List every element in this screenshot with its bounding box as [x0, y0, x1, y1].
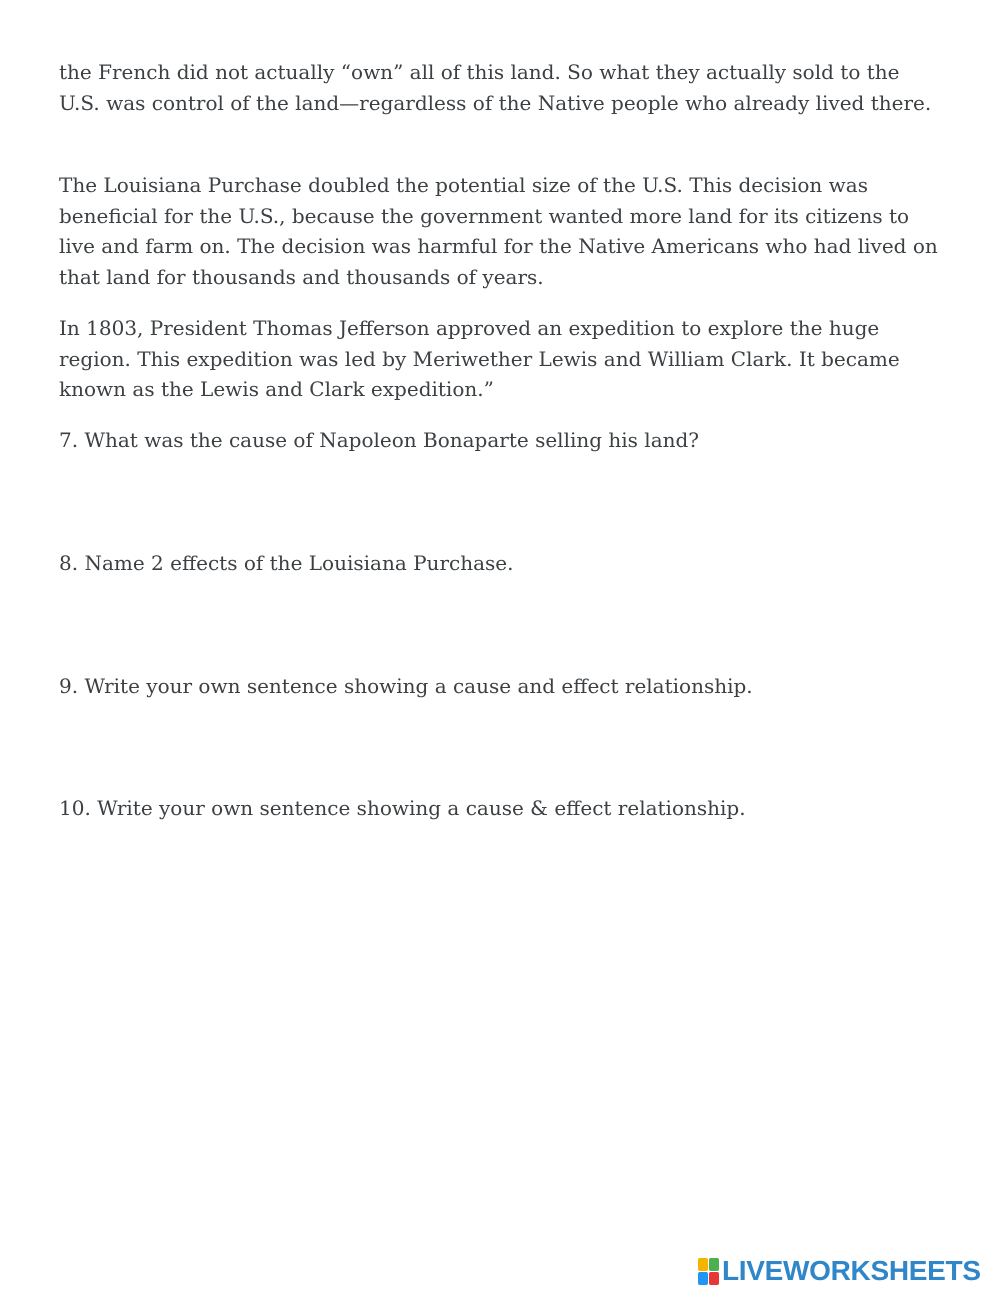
liveworksheets-logo: [698, 1256, 981, 1286]
logo-wordmark: LIVEWORKSHEETS: [722, 1255, 981, 1286]
paragraph-lewis-clark: In 1803, President Thomas Jefferson approved an expedition to explore the huge region. This expedition was led by Meriwether Lewis and William Clark. It became known as the Lewis and Clark expedition.”: [59, 316, 900, 401]
liveworksheets-logo-icon: [698, 1258, 718, 1284]
question-9: 9. Write your own sentence showing a cause and effect relationship.: [59, 674, 753, 698]
question-7: 7. What was the cause of Napoleon Bonaparte selling his land?: [59, 428, 700, 452]
paragraph-louisiana-purchase: The Louisiana Purchase doubled the potential size of the U.S. This decision was beneficial for the U.S., because the government wanted more land for its citizens to live and farm on. The decision was harmful for the Native Americans who had lived on that land for thousands and thousands of years.: [59, 173, 938, 289]
question-10: 10. Write your own sentence showing a cause & effect relationship.: [59, 796, 746, 820]
question-8: 8. Name 2 effects of the Louisiana Purchase.: [59, 551, 514, 575]
paragraph-french-land: the French did not actually “own” all of this land. So what they actually sold to the U.S. was control of the land—regardless of the Native people who already lived there.: [59, 60, 932, 115]
